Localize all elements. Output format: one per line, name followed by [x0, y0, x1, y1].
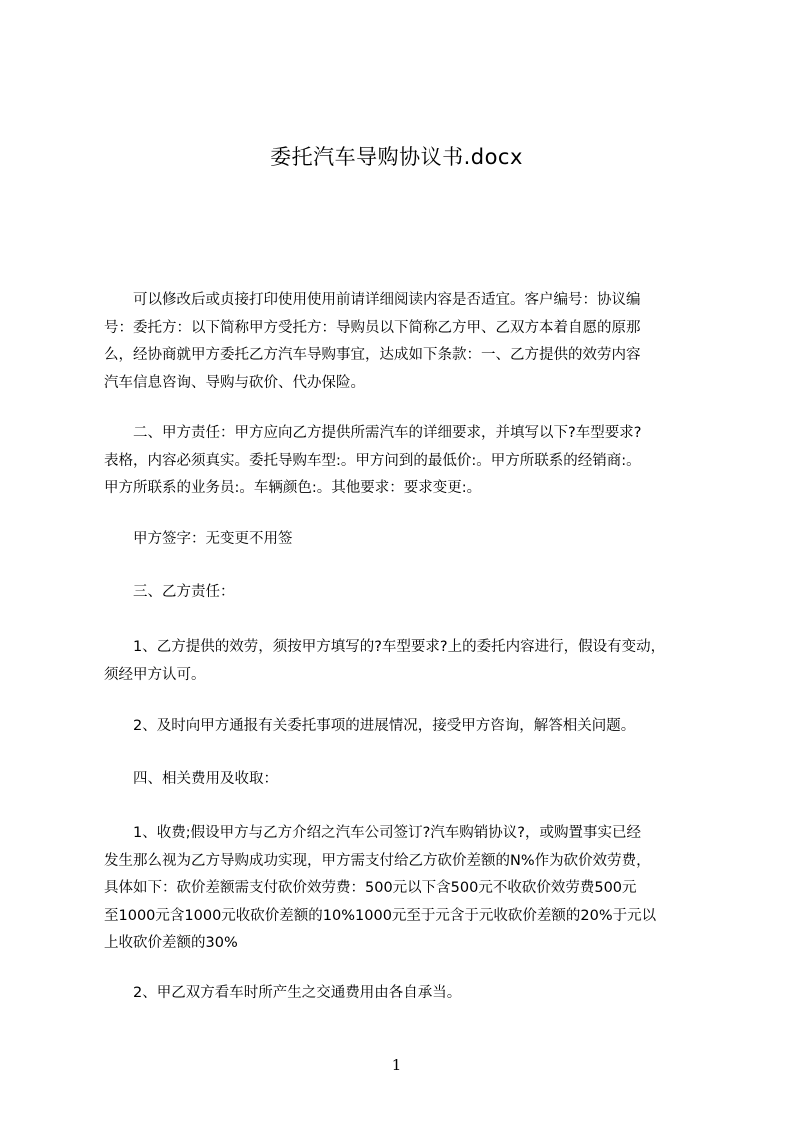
paragraph-section-3-item-2: [104, 713, 704, 741]
paragraph-line: 至1000元含1000元收砍价差额的10%1000元至于元含于元收砍价差额的20%于元以: [104, 907, 657, 924]
paragraph-line: 三、乙方责任：: [104, 584, 235, 600]
paragraph-section-3: [104, 579, 704, 607]
document-title: 委托汽车导购协议书.docx: [270, 145, 523, 169]
paragraph-line: 1、收费;假设甲方与乙方介绍之汽车公司签订?汽车购销协议?，或购置事实已经: [104, 825, 641, 841]
paragraph-line: 2、甲乙双方看车时所产生之交通费用由各自承当。: [104, 985, 462, 1001]
paragraph-line: 甲方签字：无变更不用签: [104, 531, 293, 547]
paragraph-line: 可以修改后或贞接打印使用使用前请详细阅读内容是否适宜。客户编号：协议编: [104, 292, 641, 308]
paragraph-section-2: [104, 420, 704, 503]
paragraph-line: 上收砍价差额的30%: [104, 935, 238, 951]
paragraph-line: 2、及时向甲方通报有关委托事项的进展情况，接受甲方咨询，解答相关问题。: [104, 718, 636, 734]
paragraph-line: 么，经协商就甲方委托乙方汽车导购事宜，达成如下条款：一、乙方提供的效劳内容: [104, 347, 641, 363]
paragraph-intro: [104, 287, 704, 397]
paragraph-section-4-item-1: [104, 820, 704, 958]
paragraph-line: 汽车信息咨询、导购与砍价、代办保险。: [104, 374, 365, 391]
paragraph-line: 发生那么视为乙方导购成功实现，甲方需支付给乙方砍价差额的N%作为砍价效劳费，: [104, 852, 651, 869]
paragraph-signature: [104, 526, 704, 554]
paragraph-line: 1、乙方提供的效劳，须按甲方填写的?车型要求?上的委托内容进行，假设有变动，: [104, 639, 666, 655]
paragraph-section-3-item-1: [104, 634, 704, 689]
paragraph-line: 四、相关费用及收取：: [104, 771, 278, 787]
paragraph-section-4: [104, 766, 704, 794]
paragraph-line: 须经甲方认可。: [104, 666, 206, 683]
paragraph-line: 号：委托方：以下简称甲方受托方：导购员以下简称乙方甲、乙双方本着自愿的原那: [104, 319, 641, 336]
paragraph-line: 表格，内容必须真实。委托导购车型:。甲方问到的最低价:。甲方所联系的经销商:。: [104, 452, 641, 469]
paragraph-line: 二、甲方责任：甲方应向乙方提供所需汽车的详细要求，并填写以下?车型要求?: [104, 425, 642, 441]
paragraph-section-4-item-2: [104, 980, 704, 1008]
paragraph-line: 具体如下：砍价差额需支付砍价效劳费：500元以下含500元不收砍价效劳费500元: [104, 880, 637, 896]
paragraph-line: 甲方所联系的业务员:。车辆颜色:。其他要求：要求变更:。: [104, 480, 482, 496]
page-number: 1: [391, 1056, 402, 1074]
